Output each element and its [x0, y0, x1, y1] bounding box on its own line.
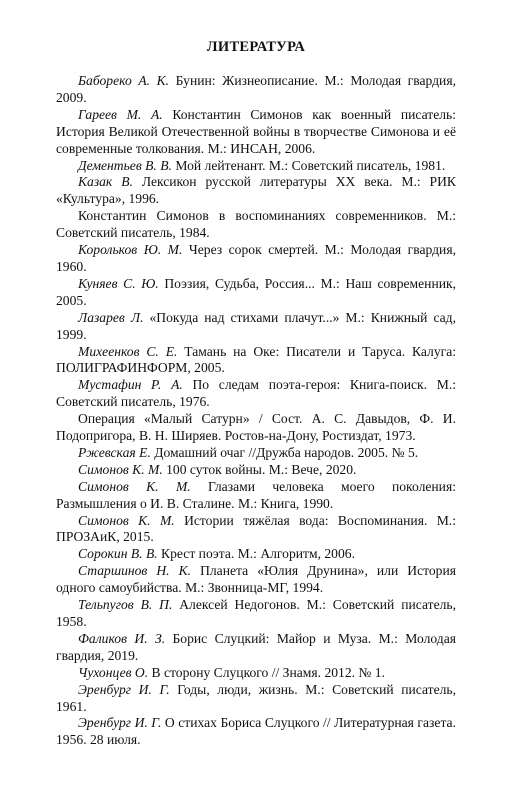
reference-text: Через сорок смертей. М.: Молодая гвардия, 1960. — [56, 242, 456, 274]
reference-text: Годы, люди, жизнь. М.: Советский писатель, 1961. — [56, 681, 457, 714]
reference-entry — [56, 344, 456, 378]
reference-entry — [56, 208, 456, 242]
reference-author: Мустафин Р. А. — [78, 377, 183, 393]
reference-entry — [56, 377, 456, 411]
reference-text: Тамань на Оке: Писатели и Таруса. Калуга: ПОЛИГРАФИНФОРМ, 2005. — [56, 343, 457, 376]
reference-entry — [56, 310, 456, 344]
page-title: ЛИТЕРАТУРА — [206, 39, 306, 55]
reference-text: Планета «Юлия Друнина», или История одного самоубийства. М.: Звонница-МГ, 1994. — [56, 563, 456, 596]
reference-author: Чухонцев О. — [78, 664, 149, 680]
reference-author: Михеенков С. Е. — [78, 343, 178, 359]
reference-list — [56, 73, 456, 749]
reference-entry — [56, 242, 456, 276]
reference-entry — [56, 445, 456, 462]
reference-entry — [56, 715, 456, 749]
reference-entry — [56, 107, 456, 158]
reference-entry — [56, 158, 456, 175]
reference-text: Бунин: Жизнеописание. М.: Молодая гвардия, 2009. — [56, 73, 456, 105]
reference-text: Домашний очаг //Дружба народов. 2005. № 5. — [150, 444, 419, 460]
reference-entry — [56, 631, 456, 665]
reference-author: Старшинов Н. К. — [78, 563, 192, 579]
reference-text: Крест поэта. М.: Алгоритм, 2006. — [157, 546, 355, 562]
reference-entry — [56, 479, 456, 513]
reference-text: Константин Симонов в воспоминаниях современников. М.: Советский писатель, 1984. — [56, 208, 456, 241]
reference-author: Куняев С. Ю. — [78, 275, 159, 291]
reference-text: Поэзия, Судьба, Россия... М.: Наш современник, 2005. — [56, 275, 456, 308]
reference-text: Константин Симонов как военный писатель: История Великой Отечественной войны в творчестве Симонова и её современные толкования. М.: ИНСАН, 2006. — [56, 106, 456, 156]
reference-text: Истории тяжёлая вода: Воспоминания. М.: ПРОЗАиК, 2015. — [56, 512, 456, 545]
reference-author: Корольков Ю. М. — [78, 242, 183, 258]
reference-entry — [56, 665, 456, 682]
reference-author: Тельпугов В. П. — [78, 597, 173, 613]
reference-author: Казак В. — [78, 174, 133, 190]
reference-author: Эренбург И. Г. — [78, 715, 162, 731]
reference-author: Гареев М. А. — [78, 106, 163, 122]
reference-author: Сорокин В. В. — [78, 546, 158, 562]
reference-text: Борис Слуцкий: Майор и Муза. М.: Молодая гвардия, 2019. — [56, 630, 456, 663]
reference-entry — [56, 73, 456, 107]
reference-author: Бабореко А. К. — [78, 73, 170, 88]
reference-text: Мой лейтенант. М.: Советский писатель, 1981. — [171, 157, 446, 173]
reference-text: Лексикон русской литературы XX века. М.: РИК «Культура», 1996. — [56, 174, 456, 207]
reference-author: Фаликов И. З. — [78, 630, 166, 646]
reference-author: Дементьев В. В. — [78, 157, 172, 173]
reference-text: Глазами человека моего поколения: Размышления о И. В. Сталине. М.: Книга, 1990. — [56, 478, 456, 511]
reference-text: Операция «Малый Сатурн» / Сост. А. С. Давыдов, Ф. И. Подопригора, В. Н. Ширяев. Ростов-на-Дону, Ростиздат, 1973. — [56, 411, 456, 444]
reference-entry — [56, 174, 456, 208]
reference-entry — [56, 546, 456, 563]
reference-entry — [56, 462, 456, 479]
reference-author: Ржевская Е. — [78, 444, 151, 460]
reference-text: О стихах Бориса Слуцкого // Литературная газета. 1956. 28 июля. — [56, 715, 456, 748]
reference-author: Симонов К. М. — [78, 461, 163, 477]
reference-author: Симонов К. М. — [78, 512, 175, 528]
reference-entry — [56, 682, 456, 716]
reference-entry — [56, 411, 456, 445]
reference-text: В сторону Слуцкого // Знамя. 2012. № 1. — [148, 664, 385, 680]
reference-text: 100 суток войны. М.: Вече, 2020. — [162, 461, 357, 477]
reference-entry — [56, 513, 456, 547]
reference-entry — [56, 597, 456, 631]
reference-text: «Покуда над стихами плачут...» М.: Книжный сад, 1999. — [56, 309, 456, 342]
reference-author: Лазарев Л. — [78, 309, 144, 325]
reference-author: Симонов К. М. — [78, 478, 191, 494]
reference-text: По следам поэта-героя: Книга-поиск. М.: Советский писатель, 1976. — [56, 377, 457, 410]
reference-author: Эренбург И. Г. — [78, 681, 170, 697]
reference-entry — [56, 563, 456, 597]
reference-text: Алексей Недогонов. М.: Советский писатель, 1958. — [56, 597, 456, 629]
reference-entry — [56, 276, 456, 310]
